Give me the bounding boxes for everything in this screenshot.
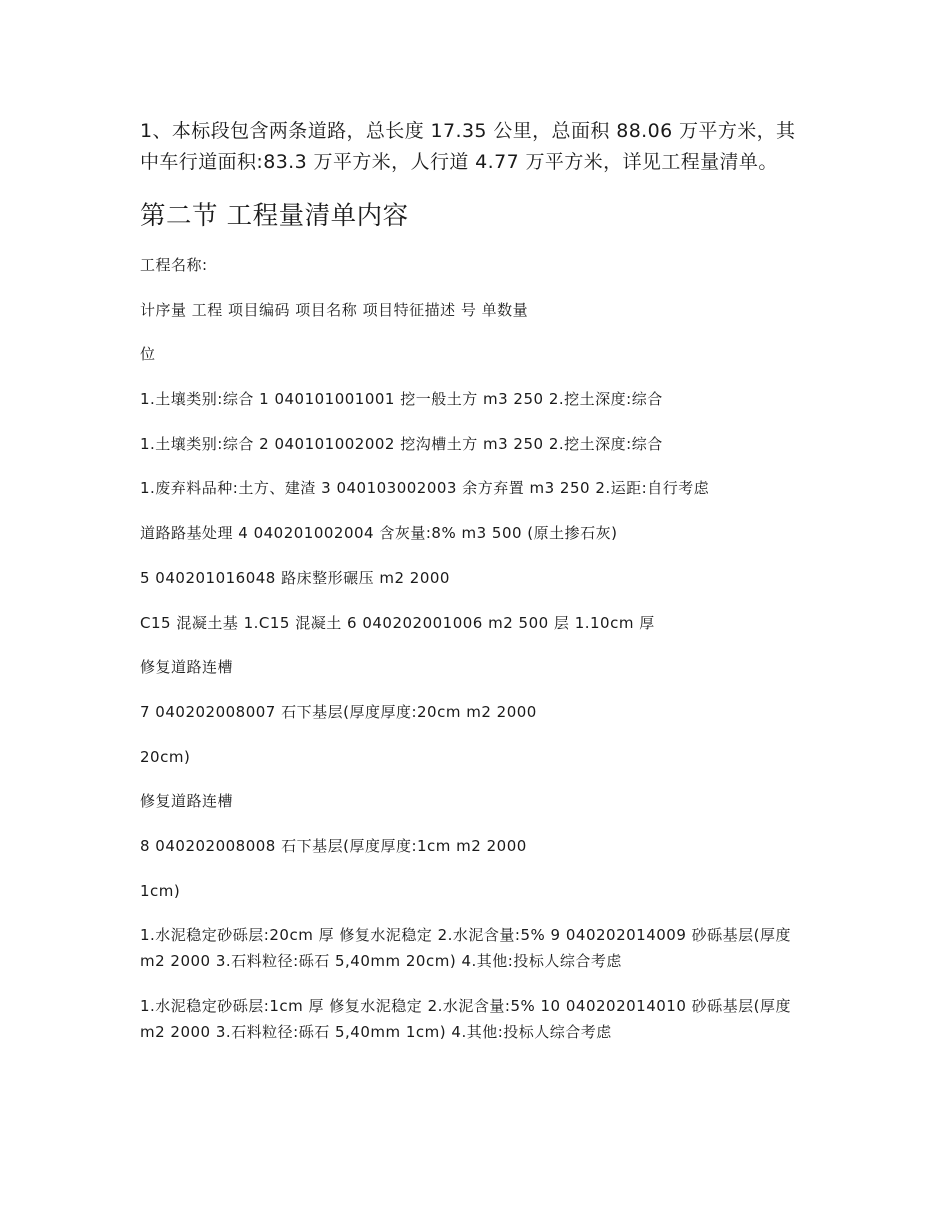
item-line: 1.土壤类别:综合 1 040101001001 挖一般土方 m3 250 2.挖土深度:综合	[140, 390, 663, 409]
item-line: 1.土壤类别:综合 2 040101002002 挖沟槽土方 m3 250 2.挖土深度:综合	[140, 434, 663, 453]
item-line: 8 040202008008 石下基层(厚度厚度:1cm m2 2000	[140, 836, 527, 855]
item-line: C15 混凝土基 1.C15 混凝土 6 040202001006 m2 500 层 1.10cm 厚	[140, 613, 655, 632]
item-line: 5 040201016048 路床整形碾压 m2 2000	[140, 568, 450, 587]
document-page	[140, 116, 810, 1063]
item-line: 修复道路连槽	[140, 658, 234, 677]
item-line: 1cm)	[140, 881, 181, 900]
table-header-line: 计序量 工程 项目编码 项目名称 项目特征描述 号 单数量	[140, 300, 529, 319]
item-paragraph: 1.水泥稳定砂砾层:1cm 厚 修复水泥稳定 2.水泥含量:5% 10 040202014010 砂砾基层(厚度 m2 2000 3.石料粒径:砾石 5,40mm 1cm) 4.其他:投标人综合考虑	[140, 996, 792, 1041]
table-header-continuation: 位	[140, 345, 156, 364]
item-line: 道路路基处理 4 040201002004 含灰量:8% m3 500 (原土掺石灰)	[140, 524, 618, 543]
project-name-label: 工程名称:	[140, 256, 208, 274]
item-paragraph: 1.水泥稳定砂砾层:20cm 厚 修复水泥稳定 2.水泥含量:5% 9 040202014009 砂砾基层(厚度 m2 2000 3.石料粒径:砾石 5,40mm 20cm) 4.其他:投标人综合考虑	[140, 926, 792, 971]
item-line: 20cm)	[140, 747, 191, 766]
item-line: 修复道路连槽	[140, 792, 234, 811]
section-title: 第二节 工程量清单内容	[140, 201, 409, 231]
item-line: 7 040202008007 石下基层(厚度厚度:20cm m2 2000	[140, 702, 537, 721]
intro-paragraph: 1、本标段包含两条道路，总长度 17.35 公里，总面积 88.06 万平方米，其中车行道面积:83.3 万平方米，人行道 4.77 万平方米，详见工程量清单。	[140, 120, 796, 173]
item-line: 1.废弃料品种:土方、建渣 3 040103002003 余方弃置 m3 250 2.运距:自行考虑	[140, 479, 710, 498]
